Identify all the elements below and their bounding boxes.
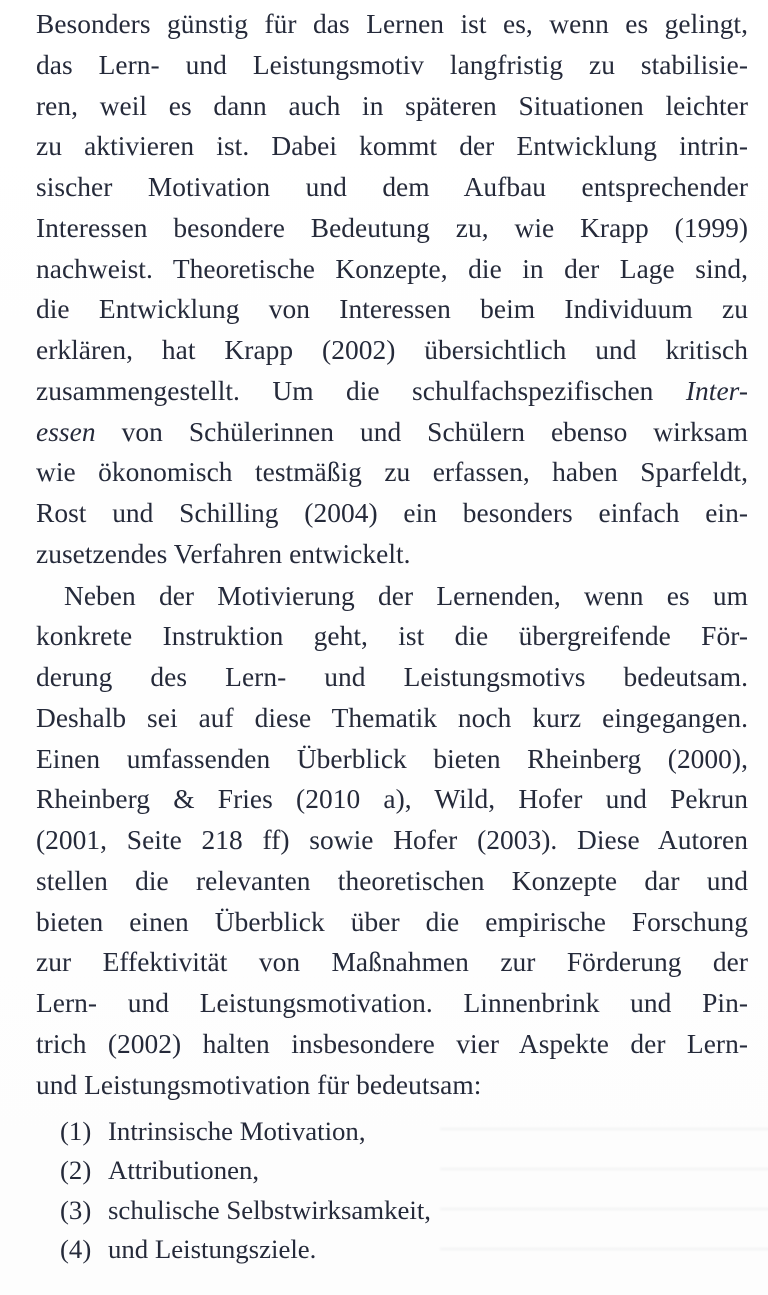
list-number: (4) <box>60 1233 92 1264</box>
list-number: (1) <box>60 1116 92 1146</box>
text-line: nachweist. Theoretische Konzepte, die in der Lage sind, <box>36 253 748 284</box>
text-line: Neben der Motivierung der Lernenden, wenn es um <box>64 580 748 611</box>
paragraph-2 <box>36 576 748 1106</box>
text-line: Deshalb sei auf diese Thematik noch kurz eingegangen. <box>36 702 748 733</box>
text-line: Lern- und Leistungsmotivation. Linnenbrink und Pin- <box>36 988 748 1018</box>
text-line: Interessen besondere Bedeutung zu, wie Krapp (1999) <box>36 212 748 243</box>
text-line: ren, weil es dann auch in späteren Situationen leichter <box>36 90 748 121</box>
text-line: Einen umfassenden Überblick bieten Rheinberg (2000), <box>36 743 748 774</box>
text-line: Rost und Schilling (2004) ein besonders einfach ein- <box>36 498 748 528</box>
list-item <box>60 1191 740 1230</box>
text-segment: von Schülerinnen und Schülern ebenso wirksam <box>95 416 748 447</box>
text-line: das Lern- und Leistungsmotiv langfristig zu stabilisie- <box>36 49 748 80</box>
text-line: Rheinberg & Fries (2010 a), Wild, Hofer und Pekrun <box>36 784 748 815</box>
text-line: und Leistungsmotivation für bedeutsam: <box>36 1069 482 1100</box>
text-line: zusetzendes Verfahren entwickelt. <box>36 538 411 569</box>
numbered-list <box>60 1112 740 1269</box>
list-item <box>60 1112 740 1151</box>
list-item-text: und Leistungsziele. <box>108 1233 317 1264</box>
text-line: die Entwicklung von Interessen beim Individuum zu <box>36 294 748 325</box>
text-segment: zusammengestellt. Um die schulfachspezifischen <box>36 375 686 406</box>
body-text <box>36 4 748 1105</box>
text-line: bieten einen Überblick über die empirische Forschung <box>36 906 748 937</box>
italic-term: essen <box>36 416 96 447</box>
text-line: wie ökonomisch testmäßig zu erfassen, haben Sparfeldt, <box>36 457 748 488</box>
list-number: (2) <box>60 1155 92 1186</box>
text-line: zur Effektivität von Maßnahmen zur Förderung der <box>36 947 748 978</box>
list-item <box>60 1230 740 1269</box>
text-line: derung des Lern- und Leistungsmotivs bedeutsam. <box>36 662 748 692</box>
list-item-text: Attributionen, <box>108 1155 260 1186</box>
italic-term: Inter- <box>685 375 748 406</box>
text-line: zu aktivieren ist. Dabei kommt der Entwicklung intrin- <box>36 131 748 162</box>
text-line: konkrete Instruktion geht, ist die übergreifende För- <box>36 621 748 652</box>
list-item-text: schulische Selbstwirksamkeit, <box>108 1194 432 1225</box>
list-number: (3) <box>60 1194 92 1225</box>
text-line-mixed <box>36 412 748 453</box>
paragraph-1 <box>36 4 748 575</box>
text-line: stellen die relevanten theoretischen Konzepte dar und <box>36 865 748 896</box>
text-line: sischer Motivation und dem Aufbau entsprechender <box>36 172 748 202</box>
text-line: erklären, hat Krapp (2002) übersichtlich und kritisch <box>36 335 748 365</box>
text-line-mixed <box>36 371 748 412</box>
text-line: Besonders günstig für das Lernen ist es, wenn es gelingt, <box>36 9 748 39</box>
text-line: trich (2002) halten insbesondere vier Aspekte der Lern- <box>36 1028 748 1059</box>
text-line: (2001, Seite 218 ff) sowie Hofer (2003). Diese Autoren <box>36 825 748 855</box>
list-item <box>60 1151 740 1190</box>
list-item-text: Intrinsische Motivation, <box>108 1116 366 1146</box>
